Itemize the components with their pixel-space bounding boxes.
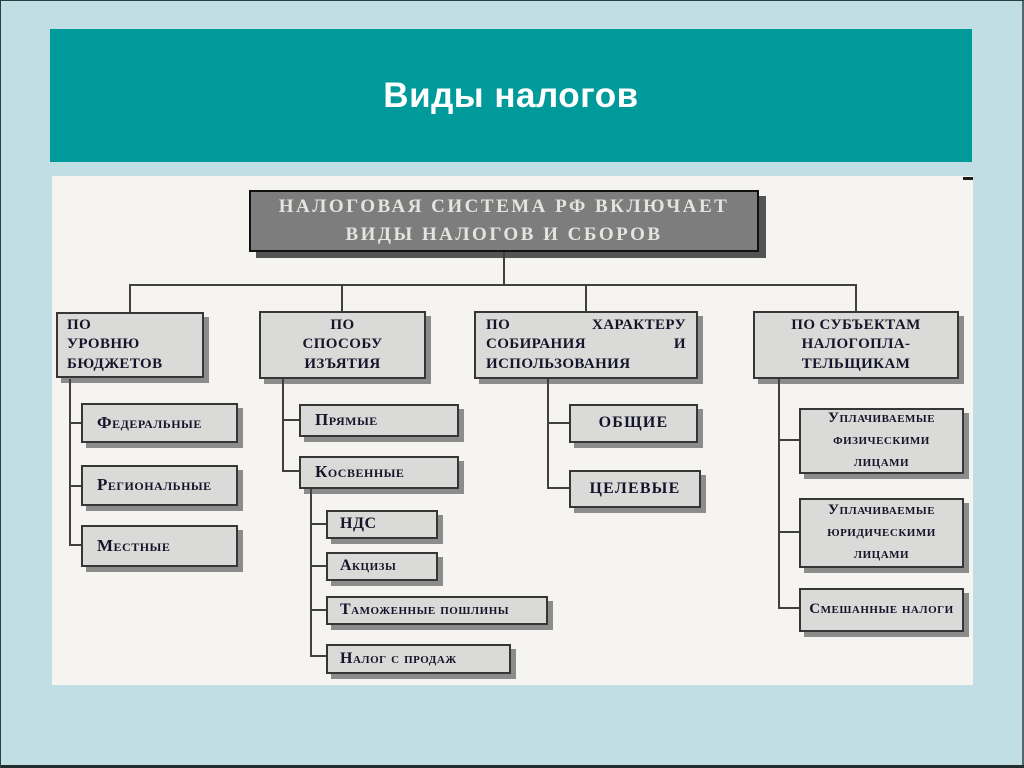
local-taxes-label: Местные xyxy=(97,535,171,555)
branch-by-collection-usage xyxy=(474,311,698,379)
branch4-line2: НАЛОГОПЛА- xyxy=(801,336,911,353)
corner-mark xyxy=(963,177,973,180)
connector-branch1-stub1 xyxy=(69,422,81,424)
branch3-l1-left: ПО xyxy=(486,316,511,333)
connector-branch2-rail xyxy=(282,379,284,472)
paid-by-individuals-box xyxy=(799,408,964,474)
branch3-l2-right: И xyxy=(673,336,686,353)
connector-branch4-stub1 xyxy=(778,439,799,441)
branch4-line1: ПО СУБЪЕКТАМ xyxy=(791,316,921,333)
connector-drop-branch1 xyxy=(129,284,131,312)
federal-taxes-box xyxy=(81,403,238,443)
customs-duties-label: Таможенные пошлины xyxy=(340,601,510,619)
branch3-line2 xyxy=(486,335,686,355)
root-box-text-line1: НАЛОГОВАЯ СИСТЕМА РФ ВКЛЮЧАЕТ xyxy=(278,196,730,218)
connector-indirect-rail xyxy=(310,489,312,657)
regional-taxes-box xyxy=(81,465,238,506)
excise-box xyxy=(326,552,438,581)
slide-title: Виды налогов xyxy=(383,75,639,115)
vat-box xyxy=(326,510,438,539)
connector-indirect-stub2 xyxy=(310,565,326,567)
paid-by-legal-entities-box xyxy=(799,498,964,568)
indirect-taxes-label: Косвенные xyxy=(315,462,405,482)
root-box-text-line2: ВИДЫ НАЛОГОВ И СБОРОВ xyxy=(345,224,663,245)
connector-root-stem xyxy=(503,252,505,284)
mixed-taxes-label: Смешанные налоги xyxy=(809,601,954,618)
connector-branch1-stub3 xyxy=(69,544,81,546)
customs-duties-box xyxy=(326,596,548,625)
general-taxes-box xyxy=(569,404,698,443)
mixed-taxes-box xyxy=(799,588,964,632)
branch1-line1: ПО xyxy=(67,316,92,333)
branch-by-taxpayer-subject xyxy=(753,311,959,379)
branch2-line2: СПОСОБУ xyxy=(302,336,383,353)
connector-indirect-stub3 xyxy=(310,609,326,611)
connector-branch2-stub2 xyxy=(282,470,299,472)
indirect-taxes-box xyxy=(299,456,459,489)
targeted-taxes-label: ЦЕЛЕВЫЕ xyxy=(589,479,681,497)
connector-branch4-stub2 xyxy=(778,531,799,533)
connector-top-bar xyxy=(129,284,857,286)
root-box-tax-system xyxy=(249,190,759,252)
regional-taxes-label: Региональные xyxy=(97,475,212,495)
branch3-l2-left: СОБИРАНИЯ xyxy=(486,336,586,353)
branch-by-extraction-method xyxy=(259,311,426,379)
paid-by-legal-entities-label: Уплачиваемые юридическими лицами xyxy=(827,502,936,562)
branch1-line2: УРОВНЮ xyxy=(67,336,140,353)
branch3-line1 xyxy=(486,316,686,336)
connector-branch1-rail xyxy=(69,379,71,546)
sales-tax-box xyxy=(326,644,511,674)
local-taxes-box xyxy=(81,525,238,567)
connector-branch1-stub2 xyxy=(69,485,81,487)
connector-indirect-stub4 xyxy=(310,655,326,657)
connector-drop-branch3 xyxy=(585,284,587,312)
connector-drop-branch2 xyxy=(341,284,343,312)
connector-branch4-rail xyxy=(778,379,780,609)
connector-branch3-stub1 xyxy=(547,422,569,424)
connector-indirect-stub1 xyxy=(310,523,326,525)
direct-taxes-box xyxy=(299,404,459,437)
branch2-line1: ПО xyxy=(330,316,355,333)
general-taxes-label: ОБЩИЕ xyxy=(598,414,669,432)
federal-taxes-label: Федеральные xyxy=(97,412,202,432)
branch3-l1-right: ХАРАКТЕРУ xyxy=(591,316,686,333)
connector-branch2-stub1 xyxy=(282,419,299,421)
targeted-taxes-box xyxy=(569,470,701,508)
connector-drop-branch4 xyxy=(855,284,857,312)
connector-branch4-stub3 xyxy=(778,607,799,609)
branch2-line3: ИЗЪЯТИЯ xyxy=(304,355,381,372)
branch4-line3: ТЕЛЬЩИКАМ xyxy=(801,355,911,372)
connector-branch3-rail xyxy=(547,379,549,489)
branch-by-budget-level xyxy=(56,312,204,378)
excise-label: Акцизы xyxy=(340,557,397,575)
title-bar xyxy=(50,29,972,162)
paid-by-individuals-label: Уплачиваемые физическими лицами xyxy=(827,410,936,470)
branch3-l3-left: ИСПОЛЬЗОВАНИЯ xyxy=(486,355,631,372)
branch1-line3: БЮДЖЕТОВ xyxy=(67,355,163,372)
vat-label: НДС xyxy=(340,515,377,533)
direct-taxes-label: Прямые xyxy=(315,410,378,430)
branch3-line3 xyxy=(486,355,686,375)
connector-branch3-stub2 xyxy=(547,487,569,489)
sales-tax-label: Налог с продаж xyxy=(340,649,457,667)
